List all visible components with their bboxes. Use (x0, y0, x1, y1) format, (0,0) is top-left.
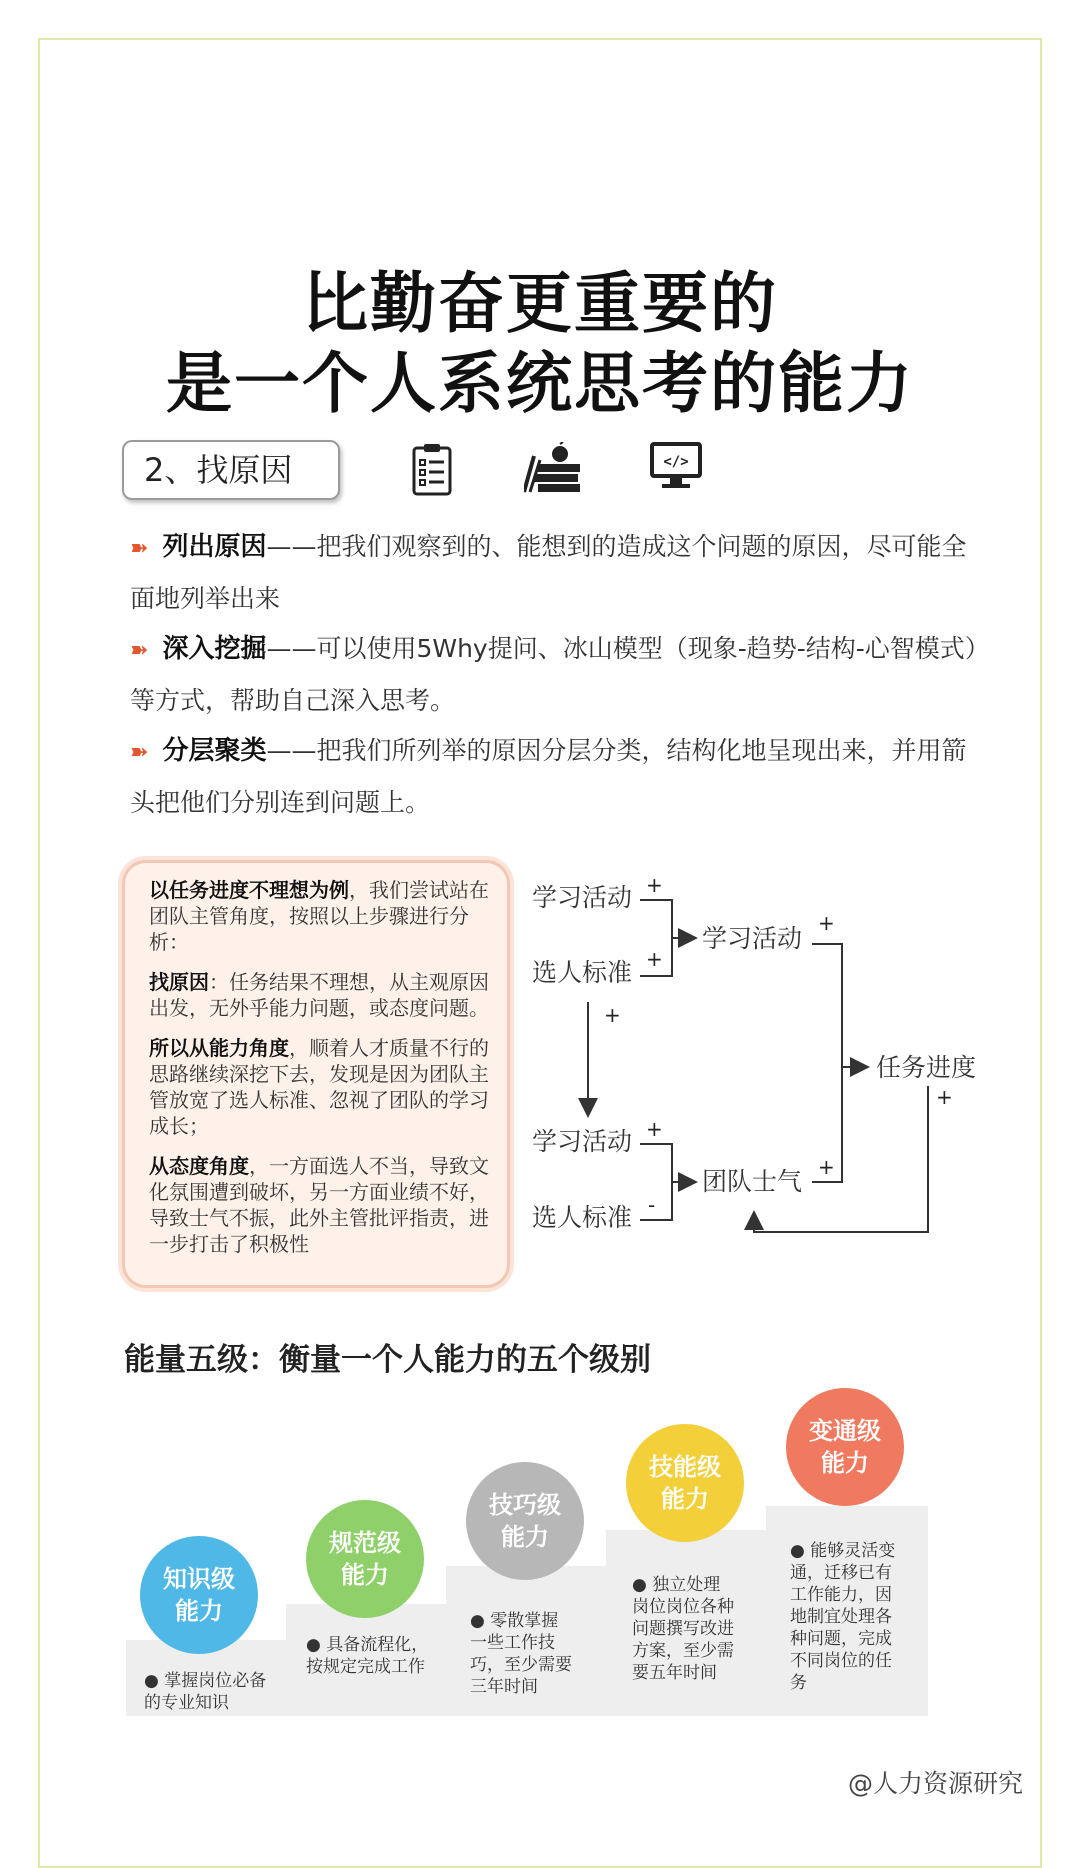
causal-diagram (520, 860, 1000, 1250)
level-label: 技巧级 (489, 1491, 561, 1519)
node-bottom-output: 团队士气 (702, 1167, 803, 1196)
level-label: 技能级 (649, 1453, 721, 1481)
note-text: ，一方面选人不当，导致文化氛围遭到破坏，另一方面业绩不好，导致士气不振，此外主管批评指责，进一步打击了积极性 (149, 1154, 489, 1256)
sign-top-learning: + (646, 873, 663, 897)
level-standard-desc: ● 具备流程化，按规定完成工作 (306, 1635, 429, 1677)
clipboard-icon (410, 442, 454, 498)
sign-top-selection: + (646, 947, 663, 971)
level-skill-tips-circle (466, 1462, 584, 1580)
note-text: ，我们尝试站在团队主管角度，按照以上步骤进行分析： (149, 878, 489, 954)
level-knowledge-desc: ● 掌握岗位必备的专业知识 (144, 1671, 267, 1713)
sign-result: + (936, 1085, 953, 1109)
node-bottom-selection: 选人标准 (532, 1203, 633, 1232)
note-head: 以任务进度不理想为例 (149, 878, 349, 902)
bullet-head: 分层聚类 (162, 736, 267, 766)
bullet-list-causes (130, 522, 980, 624)
bullet-text: ——把我们所列举的原因分层分类，结构化地呈现出来，并用箭头把他们分别连到问题上。 (130, 736, 967, 817)
sign-bottom-learning: + (646, 1117, 663, 1141)
level-label: 能力 (821, 1449, 869, 1477)
arrow-icon: ➽ (130, 638, 149, 663)
node-result: 任务进度 (876, 1053, 977, 1082)
books-apple-icon (524, 442, 582, 494)
note-head: 从态度角度 (149, 1154, 249, 1178)
level-adaptive-circle (786, 1388, 904, 1506)
code-monitor-icon (650, 442, 702, 490)
title-line-1: 比勤奋更重要的 (302, 265, 778, 342)
level-label: 能力 (175, 1597, 223, 1625)
level-label: 能力 (661, 1485, 709, 1513)
note-paragraph (149, 1035, 489, 1139)
node-top-output: 学习活动 (702, 924, 803, 953)
level-label: 规范级 (329, 1529, 401, 1557)
level-label: 变通级 (809, 1417, 881, 1445)
level-label: 能力 (501, 1523, 549, 1551)
sign-bottom-selection: - (648, 1193, 656, 1217)
note-paragraph (149, 969, 489, 1021)
bracket-line (640, 1144, 672, 1220)
level-adaptive-desc: ● 能够灵活变通，迁移已有工作能力，因地制宜处理各种问题，完成不同岗位的任务 (790, 1541, 896, 1693)
level-skill-tips-desc: ● 零散掌握一些工作技巧，至少需要三年时间 (470, 1611, 572, 1697)
node-bottom-learning: 学习活动 (532, 1127, 633, 1156)
arrow-icon: ➽ (130, 536, 149, 561)
energy-title: 能量五级：衡量一个人能力的五个级别 (124, 1342, 651, 1378)
bullet-dig-deep (130, 624, 980, 726)
level-standard-circle (306, 1500, 424, 1618)
note-paragraph (149, 1153, 489, 1257)
bullet-head: 列出原因 (162, 532, 267, 562)
sign-bottom-output: + (818, 1155, 835, 1179)
node-top-learning: 学习活动 (532, 883, 633, 912)
note-head: 所以从能力角度 (149, 1036, 289, 1060)
bullet-text: ——可以使用5Why提问、冰山模型（现象-趋势-结构-心智模式）等方式，帮助自己深入思考。 (130, 634, 978, 715)
bracket-line (812, 944, 842, 1182)
title-line-2: 是一个人系统思考的能力 (166, 345, 914, 422)
sign-mid: + (604, 1003, 621, 1027)
svg-text:</>: </> (663, 454, 689, 470)
note-text: ，顺着人才质量不行的思路继续深挖下去，发现是因为团队主管放宽了选人标准、忽视了团队的学习成长； (149, 1036, 489, 1138)
bullet-head: 深入挖掘 (162, 634, 267, 664)
level-skill-circle (626, 1424, 744, 1542)
note-head: 找原因 (149, 970, 209, 994)
sign-top-output: + (818, 911, 835, 935)
example-note (122, 860, 510, 1288)
note-text: ：任务结果不理想，从主观原因出发，无外乎能力问题，或态度问题。 (149, 970, 489, 1020)
note-paragraph (149, 877, 489, 955)
level-knowledge-circle (140, 1536, 258, 1654)
level-label: 知识级 (163, 1565, 235, 1593)
bullet-cluster (130, 726, 980, 828)
section-label: 2、找原因 (122, 440, 340, 500)
level-label: 能力 (341, 1561, 389, 1589)
node-top-selection: 选人标准 (532, 958, 633, 987)
bullet-text: ——把我们观察到的、能想到的造成这个问题的原因，尽可能全面地列举出来 (130, 532, 967, 613)
arrow-icon: ➽ (130, 740, 149, 765)
level-skill-desc: ● 独立处理岗位岗位各种问题撰写改进方案，至少需要五年时间 (632, 1575, 734, 1683)
watermark: @人力资源研究 (848, 1769, 1024, 1798)
